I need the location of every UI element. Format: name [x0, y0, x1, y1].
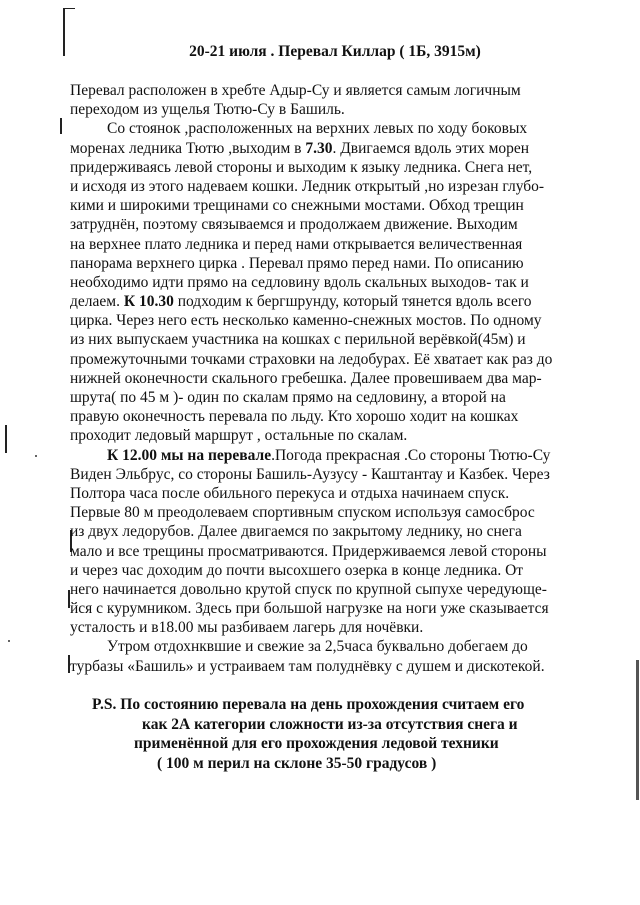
- postscript-line: P.S. По состоянию перевала на день прохождения считаем его: [92, 696, 525, 713]
- text-line: панорама верхнего цирка . Перевал прямо перед нами. По описанию: [70, 254, 524, 272]
- scan-edge-mark: [63, 8, 75, 9]
- text-line: [70, 446, 610, 465]
- text-fragment: подходим к бергшрунду, который тянется вдоль всего: [173, 293, 532, 311]
- text-fragment: моренах ледника Тютю ,выходим в: [70, 139, 306, 157]
- text-line: Полтора часа после обильного перекуса и отдыха начинаем спуск.: [70, 484, 510, 502]
- text-line: Утром отдохнквшие и свежие за 2,5часа буквально добегаем до: [107, 638, 528, 656]
- scan-speck: [35, 455, 37, 457]
- scan-speck: [8, 640, 10, 642]
- summit-highlight: К 12.00 мы на перевале: [107, 446, 272, 464]
- text-line: необходимо идти прямо на седловину вдоль скальных выходов- так и: [70, 273, 529, 291]
- document-title: 20-21 июля . Перевал Киллар ( 1Б, 3915м): [189, 43, 481, 60]
- text-line: Со стоянок ,расположенных на верхних левых по ходу боковых: [107, 120, 528, 138]
- time-highlight: 7.30: [305, 139, 333, 157]
- text-line: Виден Эльбрус, со стороны Башиль-Аузусу - Каштантау и Казбек. Через: [70, 465, 550, 483]
- postscript-line: ( 100 м перил на склоне 35-50 градусов ): [157, 754, 437, 772]
- scan-edge-mark: [5, 425, 7, 453]
- text-line: турбазы «Башиль» и устраиваем там полуднёвку с душем и дискотекой.: [70, 657, 545, 675]
- text-line: мало и все трещины просматриваются. Придерживаемся левой стороны: [70, 542, 547, 560]
- text-line: йся с курумником. Здесь при большой нагрузке на ноги уже сказывается: [70, 600, 549, 618]
- scan-edge-mark: [60, 118, 62, 134]
- text-line: Перевал расположен в хребте Адыр-Су и является самым логичным: [70, 82, 521, 99]
- text-line: кими и широкими трещинами со снежными мостами. Обход трещин: [70, 197, 524, 215]
- text-line: из них выпускаем участника на кошках с перильной верёвкой(45м) и: [70, 331, 526, 349]
- text-line: и через час доходим до почти высохшего озерка в конце ледника. От: [70, 561, 524, 579]
- text-line: усталость и в18.00 мы разбиваем лагерь для ночёвки.: [70, 619, 424, 637]
- text-line: шрута( по 45 м )- один по скалам прямо на седловину, а второй на: [70, 389, 506, 406]
- text-fragment: . Двигаемся вдоль этих морен: [332, 139, 530, 157]
- text-line: переходом из ущелья Тютю-Су в Башиль.: [70, 101, 345, 119]
- text-line: на верхнее плато ледника и перед нами открывается величественная: [70, 235, 523, 253]
- time-highlight: К 10.30: [123, 293, 174, 311]
- text-line: затруднён, поэтому связываемся и продолжаем движение. Выходим: [70, 216, 518, 234]
- text-fragment: делаем.: [70, 293, 124, 311]
- postscript: [70, 695, 610, 773]
- text-line: [70, 139, 610, 158]
- text-line: [70, 292, 610, 311]
- text-line: цирка. Через него есть несколько каменно-снежных мостов. По одному: [70, 312, 542, 330]
- text-line: и исходя из этого надеваем кошки. Ледник открытый ,но изрезан глубо-: [70, 177, 545, 195]
- text-line: придерживаясь левой стороны и выходим к языку ледника. Снега нет,: [70, 158, 533, 176]
- text-fragment: .Погода прекрасная .Со стороны Тютю-Су: [271, 446, 551, 464]
- text-line: промежуточными точками страховки на ледобурах. Её хватает как раз до: [70, 350, 553, 368]
- text-line: Первые 80 м преодолеваем спортивным спуском используя самосброс: [70, 504, 535, 522]
- postscript-line: применённой для его прохождения ледовой техники: [134, 735, 499, 752]
- text-line: проходит ледовый маршрут , остальные по скалам.: [70, 427, 408, 445]
- postscript-line: как 2А категории сложности из-за отсутствия снега и: [142, 715, 518, 733]
- text-line: из двух ледорубов. Далее двигаемся по закрытому леднику, но снега: [70, 523, 522, 541]
- text-line: правую оконечность перевала по льду. Кто хорошо ходит на кошках: [70, 408, 519, 426]
- document-body: [70, 81, 610, 676]
- text-line: него начинается довольно крутой спуск по крупной сыпухе чередующе-: [70, 580, 547, 598]
- text-line: нижней оконечности скального гребешка. Далее провешиваем два мар-: [70, 369, 542, 387]
- scan-edge-mark: [636, 660, 639, 800]
